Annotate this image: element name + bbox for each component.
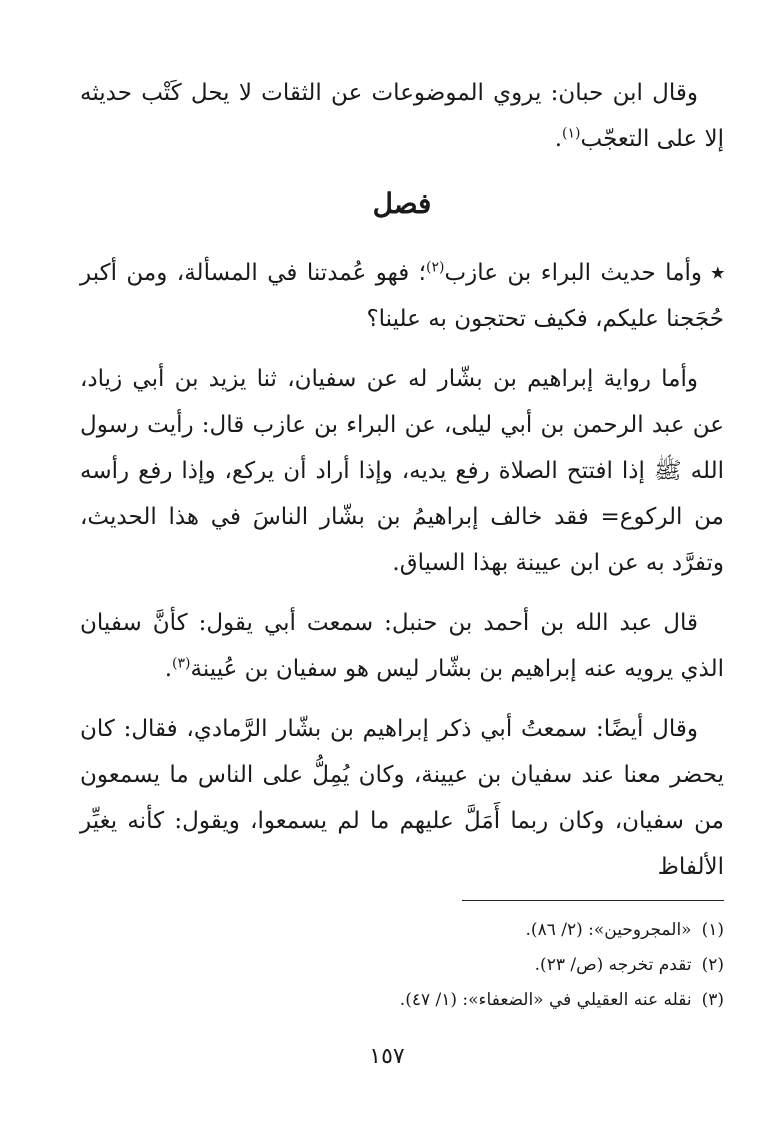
footnote-ref-1[interactable]: (١) bbox=[562, 125, 581, 142]
footnote-item: (١)«المجروحين»: (٢/ ٨٦). bbox=[525, 920, 724, 940]
star-marker-icon: ٭ bbox=[711, 259, 725, 286]
footnote-ref-2[interactable]: (٢) bbox=[426, 259, 445, 276]
footnote-divider bbox=[462, 900, 724, 901]
footnote-ref-3[interactable]: (٣) bbox=[172, 655, 191, 672]
paragraph-ramadi: وقال أيضًا: سمعتُ أبي ذكر إبراهيم بن بشّار الرَّمادي، فقال: كان يحضر معنا عند سفيان بن عيينة، وكان يُمِلُّ على الناس ما يسمعون من سفيان، وكان ربما أَمَلَّ عليهم ما لم يسمعوا، ويقول: كأنه يغيِّر الألفاظ bbox=[80, 716, 724, 880]
footnote-item: (٣)نقله عنه العقيلي في «الضعفاء»: (١/ ٤٧). bbox=[399, 990, 724, 1010]
footnote-item: (٢)تقدم تخرجه (ص/ ٢٣). bbox=[534, 955, 724, 975]
paragraph-bara-hadith: ٭ وأما حديث البراء بن عازب$^{(٢)}$؛ فهو عُمدتنا في المسألة، ومن أكبر حُجَجنا عليكم، فكيف تحتجون به علينا؟ bbox=[80, 259, 725, 332]
page-number: ١٥٧ bbox=[369, 1044, 405, 1069]
paragraph-ibn-hibban: وقال ابن حبان: يروي الموضوعات عن الثقات لا يحل كَتْب حديثه إلا على التعجّب$^{(١)}$. bbox=[80, 80, 724, 152]
page-body bbox=[80, 70, 724, 904]
footnotes bbox=[80, 900, 724, 1018]
section-heading: فصل bbox=[372, 187, 432, 220]
paragraph-abdullah-ahmad: قال عبد الله بن أحمد بن حنبل: سمعت أبي يقول: كأنَّ سفيان الذي يرويه عنه إبراهيم بن بشّار ليس هو سفيان بن عُيينة$^{(٣)}$. bbox=[80, 610, 724, 682]
paragraph-ibrahim-narration: وأما رواية إبراهيم بن بشّار له عن سفيان، ثنا يزيد بن أبي زياد، عن عبد الرحمن بن أبي ليلى، عن البراء بن عازب قال: رأيت رسول الله ﷺ إذا افتتح الصلاة رفع يديه، وإذا أراد أن يركع، وإذا رفع رأسه من الركوع= فقد خالف إبراهيمُ بن بشّار الناسَ في هذا الحديث، وتفرَّد به عن ابن عيينة بهذا السياق. bbox=[80, 366, 724, 576]
